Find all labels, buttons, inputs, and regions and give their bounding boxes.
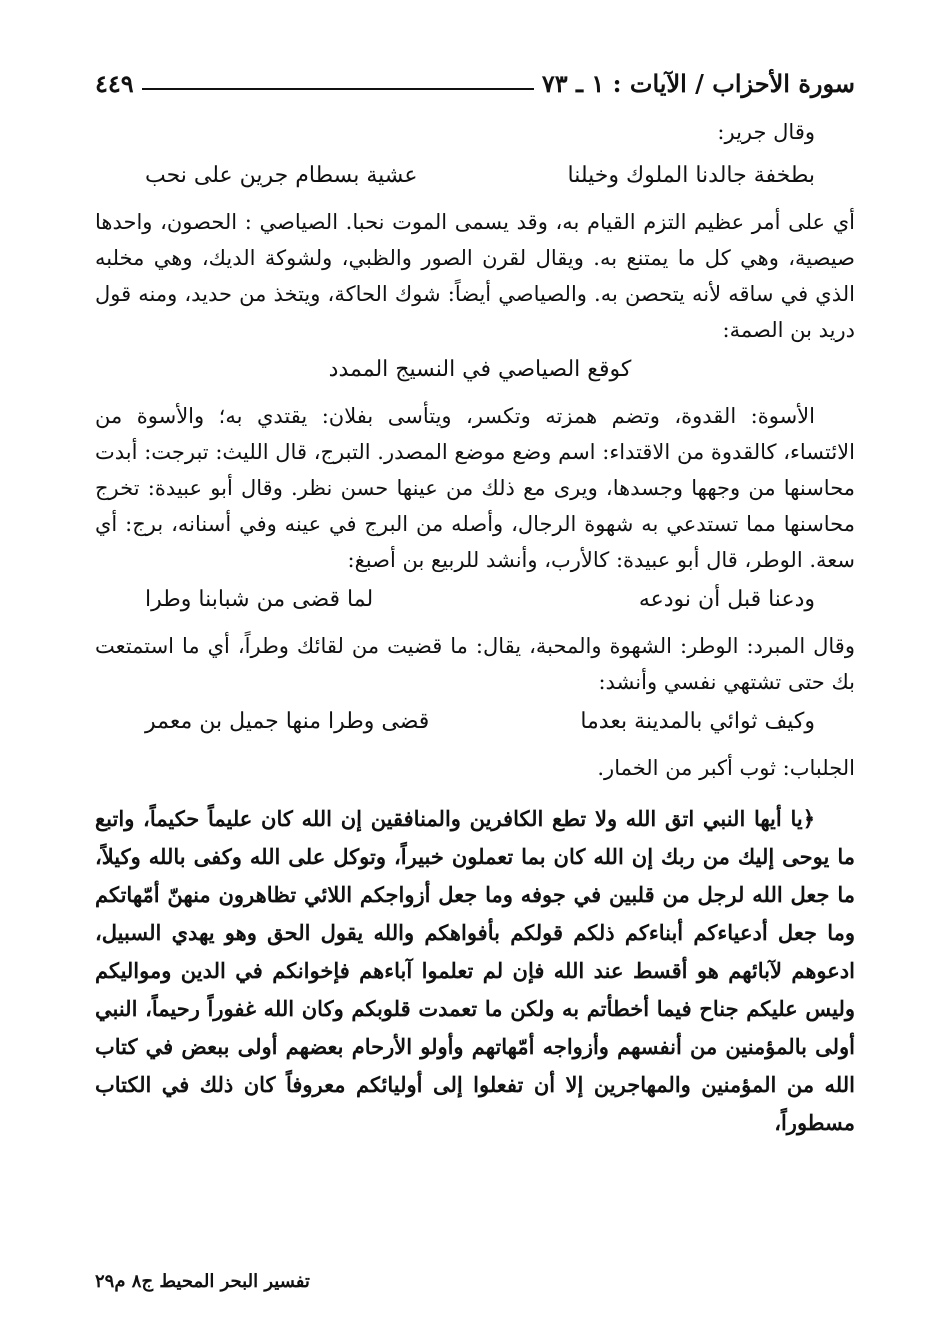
verse-hemistich-first: بطخفة جالدنا الملوك وخيلنا (567, 163, 815, 188)
verse-hemistich-second: قضى وطرا منها جميل بن معمر (145, 709, 430, 734)
running-header (95, 62, 855, 98)
verse-intro: وقال جرير: (717, 120, 815, 144)
page-body (95, 114, 855, 1142)
paragraph: أي على أمر عظيم التزم القيام به، وقد يسمى الموت نحبا. الصياصي : الحصون، واحدها صيصية، وهي كل ما يمتنع به. ويقال لقرن الصور والظبي، ولشوكة الديك، وهي مخلبه الذي في ساقه لأنه يتحصن به. والصياصي أيضاً: شوك الحاكة، ويتخذ من حديد، ومنه قول دريد بن الصمة: (95, 210, 855, 342)
header-rule (142, 88, 534, 90)
poetry-verse (95, 158, 855, 194)
verse-hemistich: كوقع الصياصي في النسيج الممدد (328, 357, 632, 382)
poetry-verse (95, 352, 855, 388)
verse-hemistich-second: عشية بسطام جرين على نحب (145, 163, 418, 188)
verse-hemistich-first: ودعنا قبل أن نودعه (638, 587, 815, 612)
verse-hemistich-second: لما قضى من شبابنا وطرا (145, 587, 374, 612)
paragraph: الجلباب: ثوب أكبر من الخمار. (597, 756, 855, 780)
page-number: ٤٤٩ (95, 69, 134, 98)
poetry-verse (95, 582, 855, 618)
paragraph: الأسوة: القدوة، وتضم همزته وتكسر، ويتأسى بفلان: يقتدي به؛ والأسوة من الائتساء، كالقدوة من الاقتداء: اسم وضع موضع المصدر. التبرج، قال الليث: تبرجت: أبدت محاسنها من وجهها وجسدها، ويرى مع ذلك من عينها حسن نظر. وقال أبو عبيدة: تخرج محاسنها مما تستدعي به شهوة الرجال، وأصله من البرج في عينه وفي أسنانه، برج: أي سعة. الوطر، قال أبو عبيدة: كالأرب، وأنشد للربيع بن أصبغ: (95, 404, 855, 572)
poetry-verse (95, 704, 855, 740)
book-page (95, 52, 855, 1292)
chapter-title: سورة الأحزاب / الآيات : ١ ـ ٧٣ (541, 69, 855, 98)
footer-signature: تفسير البحر المحيط ج٨ م٢٩ (95, 1271, 310, 1292)
verse-hemistich-first: وكيف ثوائي بالمدينة بعدما (580, 709, 815, 734)
spacer (95, 786, 855, 800)
quran-passage: ﴿يا أيها النبي اتق الله ولا تطع الكافرين والمنافقين إن الله كان عليماً حكيماً، واتبع ما يوحى إليك من ربك إن الله كان بما تعملون خبيراً، وتوكل على الله وكفى بالله وكيلاً، ما جعل الله لرجل من قلبين في جوفه وما جعل أزواجكم اللائي تظاهرون منهنّ أمّهاتكم وما جعل أدعياءكم أبناءكم ذلكم قولكم بأفواهكم والله يقول الحق وهو يهدي السبيل، ادعوهم لآبائهم هو أقسط عند الله فإن لم تعلموا آباءهم فإخوانكم في الدين ومواليكم وليس عليكم جناح فيما أخطأتم به ولكن ما تعمدت قلوبكم وكان الله غفوراً رحيماً، النبي أولى بالمؤمنين من أنفسهم وأزواجه أمّهاتهم وأولو الأرحام بعضهم أولى ببعض في كتاب الله من المؤمنين والمهاجرين إلا أن تفعلوا إلى أوليائكم معروفاً كان ذلك في الكتاب مسطوراً، (95, 806, 855, 1135)
paragraph: وقال المبرد: الوطر: الشهوة والمحبة، يقال: ما قضيت من لقائك وطراً، أي ما استمتعت بك حتى تشتهي نفسي وأنشد: (95, 634, 855, 694)
